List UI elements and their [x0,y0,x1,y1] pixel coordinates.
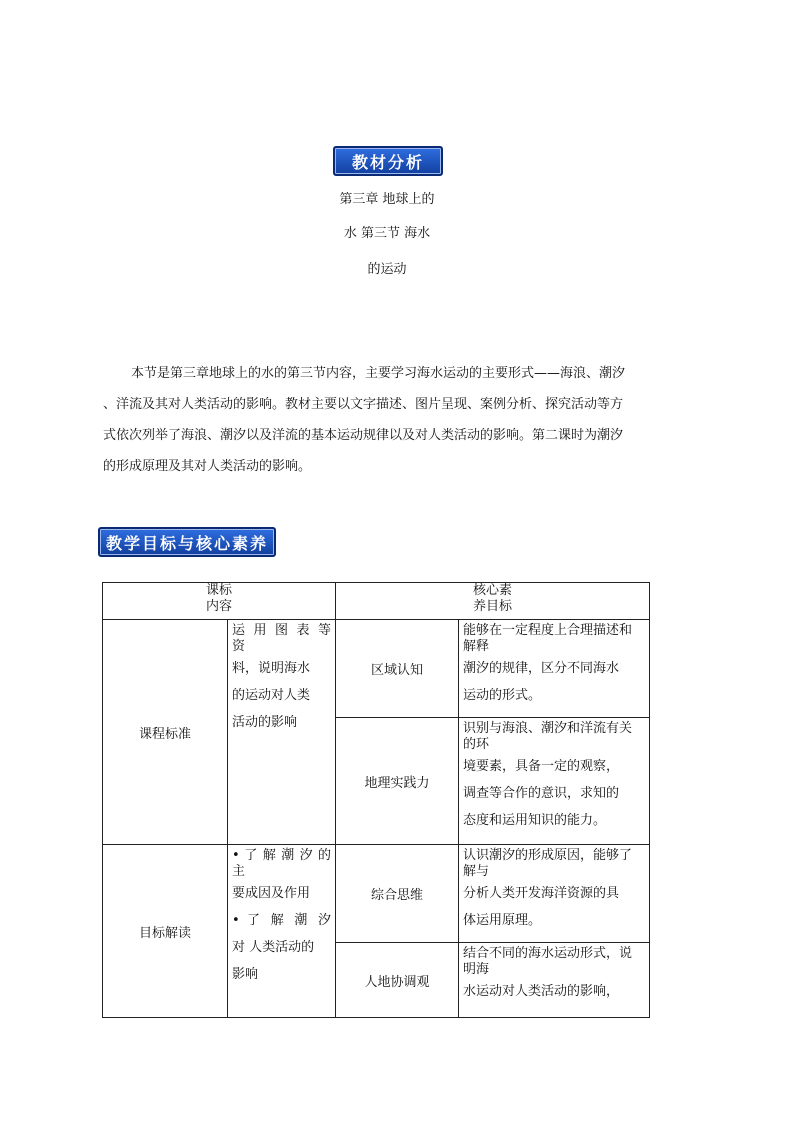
cell-line: 运动的形式。 [463,688,542,703]
chapter-title-line-2: 水 第三节 海水 [343,226,431,241]
cell-line: 活动的影响 [232,715,298,730]
cell-line: 态度和运用知识的能力。 [463,813,607,828]
cell-line: • 了 解 潮 汐 的 [232,848,332,863]
cell-line: 水运动对人类活动的影响， [463,984,620,999]
cell-line: 料，说明海水 [232,661,311,676]
cell-line: 能够在一定程度上合理描述和 [463,623,633,638]
cell-line: 主 [232,864,246,879]
row-label-curriculum: 课程标准 [103,620,228,845]
cell-line: 解与 [463,864,490,879]
cell-line: 明海 [463,962,490,977]
cell-line: 对 人类活动的 [232,940,315,955]
header-text: 核心素 [473,583,513,598]
row-label-objective: 目标解读 [103,845,228,1018]
chapter-title-line-1: 第三章 地球上的 [339,192,435,207]
literacy-name-practice: 地理实践力 [336,718,459,845]
header-core-literacy [336,583,650,620]
literacy-desc-practice [459,718,650,845]
chapter-title-line-3: 的运动 [367,262,407,277]
objective-content-cell [228,845,336,1018]
cell-line: 解释 [463,639,490,654]
cell-line: 的环 [463,737,490,752]
literacy-name-synthesis: 综合思维 [336,845,459,943]
cell-line: 调查等合作的意识，求知的 [463,786,620,801]
section-badge-materials-analysis: 教材分析 [333,146,443,176]
objectives-table [102,582,650,1018]
literacy-name-regional: 区域认知 [336,620,459,718]
table-row [103,620,650,718]
cell-line: 运 用 图 表 等 [232,623,332,638]
curriculum-content-cell [228,620,336,845]
intro-paragraph [103,358,663,482]
cell-line: 识别与海浪、潮汐和洋流有关 [463,721,633,736]
cell-line: 的运动对人类 [232,688,311,703]
intro-line: 、洋流及其对人类活动的影响。教材主要以文字描述、图片呈现、案例分析、探究活动等方 [103,397,624,412]
intro-line: 本节是第三章地球上的水的第三节内容，主要学习海水运动的主要形式——海浪、潮汐 [131,366,626,381]
header-text: 内容 [206,599,233,614]
cell-line: 体运用原理。 [463,913,542,928]
cell-line: 结合不同的海水运动形式，说 [463,946,633,961]
literacy-desc-regional [459,620,650,718]
table-row [103,845,650,943]
literacy-desc-synthesis [459,845,650,943]
header-curriculum-content [103,583,336,620]
table-header-row [103,583,650,620]
literacy-desc-harmony [459,943,650,1018]
cell-line: 资 [232,639,246,654]
intro-line: 式依次列举了海浪、潮汐以及洋流的基本运动规律以及对人类活动的影响。第二课时为潮汐 [103,428,624,443]
cell-line: 认识潮汐的形成原因，能够了 [463,848,633,863]
literacy-name-harmony: 人地协调观 [336,943,459,1018]
header-text: 养目标 [473,599,513,614]
cell-line: 要成因及作用 [232,886,311,901]
section-badge-objectives: 教学目标与核心素养 [98,527,276,557]
cell-line: 影响 [232,967,259,982]
header-text: 课标 [206,583,233,598]
intro-line: 的形成原理及其对人类活动的影响。 [103,459,312,474]
cell-line: 分析人类开发海洋资源的具 [463,886,620,901]
cell-line: 境要素，具备一定的观察， [463,759,620,774]
cell-line: 潮汐的规律，区分不同海水 [463,661,620,676]
cell-line: • 了 解 潮 汐 [232,913,332,928]
